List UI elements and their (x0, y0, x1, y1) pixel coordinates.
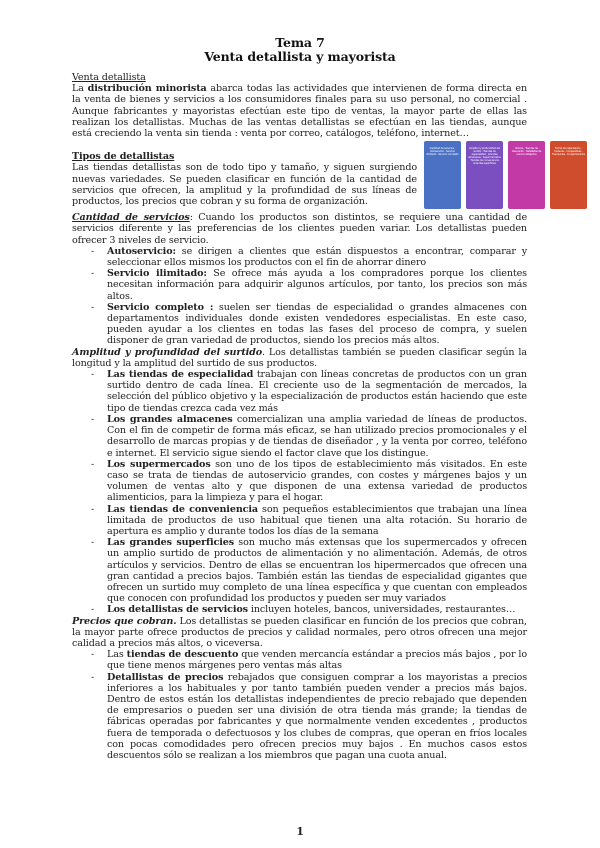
document-body (72, 72, 527, 761)
section-heading-venta-detallista: Venta detallista (72, 72, 146, 83)
item-text: rebajados que consiguen comprar a los mayoristas a precios inferiores a los habituales y por tanto también pueden vender a precios más bajos. Dentro de estos están los detallistas independientes de precio rebajado que dependen de empresarios o pueden ser una división de otra tienda más grande; la tiendas de fábricas operadas por fabricantes y que normalmente venden excedentes , productos fuera de temporada o defectuosos y los clubes de compras, que operan en fríos locales con pocas comodidades pero ofrecen precios muy bajos . En muchos casos estos descuentos sólo se realizan a los miembros que pagan una cuota anual. (107, 671, 528, 761)
page-number: 1 (296, 825, 304, 838)
diagram-box-label: Precios · Tiendas de descuento · Detallistas de precios rebajados (511, 147, 542, 156)
intro-start: La (72, 83, 88, 95)
page-subtitle: Venta detallista y mayorista (204, 49, 396, 64)
item-term: Las tiendas de conveniencia (107, 503, 259, 515)
list-item (107, 604, 527, 615)
item-term: Detallistas de precios (107, 671, 224, 683)
item-text: incluyen hoteles, bancos, universidades, restaurantes… (247, 604, 516, 616)
item-term: Los supermercados (107, 458, 211, 470)
item-text: comercializan una amplia variedad de líneas de productos. Con el fin de competir de forma más eficaz, se han utilizado precios promocionales y el desarrollo de marcas propias y de tiendas de diseñador , y la venta por correo, teléfono e internet. El servicio sigue siendo el factor clave que los distingue. (107, 413, 528, 459)
amplitud-list (72, 369, 527, 615)
list-item (107, 414, 527, 459)
intro-paragraph (72, 83, 527, 139)
list-item (107, 504, 527, 538)
list-item (107, 268, 527, 302)
intro-text: abarca todas las actividades que intervienen de forma directa en la venta de bienes y servicios a los consumidores finales para su uso personal, no comercial . Aunque fabricantes y mayoristas efectúan este tipo de ventas, la mayor parte de ellas las realizan los detallistas. Muchas de las ventas detallistas se efectúan en las tiendas, aunque está creciendo la venta sin tienda : venta por correo, catálogos, teléfono, internet… (72, 83, 528, 140)
item-text: que venden mercancía estándar a precios más bajos , por lo que tiene menos márgenes pero ventas más altas (107, 649, 527, 672)
list-item (107, 246, 527, 268)
amplitud-paragraph (72, 347, 527, 369)
item-text: se dirigen a clientes que están dispuestos a encontrar, comparar y seleccionar ellos mismos los productos con el fin de ahorrar dinero (107, 245, 527, 269)
amplitud-text: . Los detallistas también se pueden clasificar según la longitud y la amplitud del surtido de sus productos. (72, 346, 527, 369)
item-text: suelen ser tiendas de especialidad o grandes almacenes con departamentos individuales donde existen vendedores especialistas. En este caso, pueden ayudar a los clientes en todas las fases del proceso de compra, y suelen disponer de gran variedad de productos, siendo los precios más altos. (107, 301, 527, 347)
item-term: Las grandes superficies (107, 537, 235, 549)
diagram-box-label: Cantidad de servicios · Autoservicio · Servicio ilimitado · Servicio completo (426, 147, 459, 156)
cantidad-heading: Cantidad de servicios (72, 212, 190, 224)
cantidad-list (72, 246, 527, 347)
section-heading-tipos: Tipos de detallistas (72, 151, 175, 163)
precios-text: Los detallistas se pueden clasificar en función de los precios que cobran, la mayor parte ofrece productos de precios y calidad normales, pero otros ofrecen una mejor calidad a precios más altos, o viceversa. (72, 615, 527, 649)
item-text: son uno de los tipos de establecimiento más visitados. En este caso se trata de tiendas de autoservicio grandes, con costes y márgenes bajos y un volumen de ventas alto y que disponen de una extensa variedad de productos alimenticios, para la limpieza y para el hogar. (107, 458, 527, 504)
cantidad-paragraph (72, 212, 527, 246)
precios-list (72, 649, 527, 761)
list-item (107, 459, 527, 504)
tipos-paragraph: Las tiendas detallistas son de todo tipo y tamaño, y siguen surgiendo nuevas variedades. Se pueden clasificar en función de la cantidad de servicios que ofrecen, la amplitud y la profundidad de sus líneas de productos, los precios que cobran y su forma de organización. (72, 162, 417, 208)
list-item (107, 649, 527, 671)
list-item (107, 302, 527, 347)
list-item (107, 672, 527, 762)
item-term: Las tiendas de especialidad (107, 369, 254, 381)
list-item (107, 369, 527, 414)
item-text: son pequeños establecimientos que trabajan una línea limitada de productos de uso habitual que tienen una alta rotación. Su horario de apertura es amplio y durante todos los días de la semana (107, 503, 527, 537)
item-pre: Las (107, 649, 127, 661)
page-title: Tema 7 (275, 35, 325, 50)
item-term: Servicio ilimitado: (107, 268, 207, 280)
diagram-box-label: Amplitud y profundidad del surtido · Tiendas de especialidad · Grandes almacenes · Supermercados · Tiendas de conveniencia · Grandes superficies (468, 147, 501, 165)
item-term: Los detallistas de servicios (107, 604, 248, 616)
precios-paragraph (72, 616, 527, 650)
tipos-block (72, 151, 417, 207)
diagram-box-organization (550, 141, 587, 209)
item-text: trabajan con líneas concretas de productos con un gran surtido dentro de cada línea. El creciente uso de la segmentación de mercados, la selección del público objetivo y la especialización de productos están haciendo que este tipo de tiendas crezca cada vez más (107, 369, 527, 414)
cantidad-text: : Cuando los productos son distintos, se requiere una cantidad de servicios diferente y las preferencias de los clientes pueden variar. Los detallistas pueden ofrecer 3 niveles de servicio. (72, 212, 527, 246)
intro-bold-term: distribución minorista (87, 83, 207, 95)
list-item (107, 537, 527, 604)
amplitud-heading: Amplitud y profundidad del surtido (72, 346, 263, 358)
diagram-box-label: Forma de organización · Cadenas · Cooperativas · Franquicias · Conglomerados (552, 147, 585, 156)
title-block (0, 36, 600, 64)
item-term: Servicio completo : (107, 301, 214, 313)
item-text: Se ofrece más ayuda a los compradores porque los clientes necesitan información para adquirir algunos artículos, por tanto, los precios son más altos. (107, 268, 527, 302)
precios-heading: Precios que cobran. (72, 615, 177, 627)
item-term: Los grandes almacenes (107, 413, 233, 425)
item-term: Autoservicio: (107, 245, 176, 257)
item-term: tiendas de descuento (126, 649, 239, 661)
item-text: son mucho más extensas que los supermercados y ofrecen un amplio surtido de productos de alimentación y no alimentación. Además, de otros artículos y servicios. Dentro de ellas se encuentran los hipermercados que ofrecen una gran cantidad a precios bajos. También están las tiendas de especialidad gigantes que ofrecen un surtido muy completo de una línea específica y que cuentan con empleados que conocen con profundidad los productos y pueden ser muy variados (107, 537, 527, 605)
